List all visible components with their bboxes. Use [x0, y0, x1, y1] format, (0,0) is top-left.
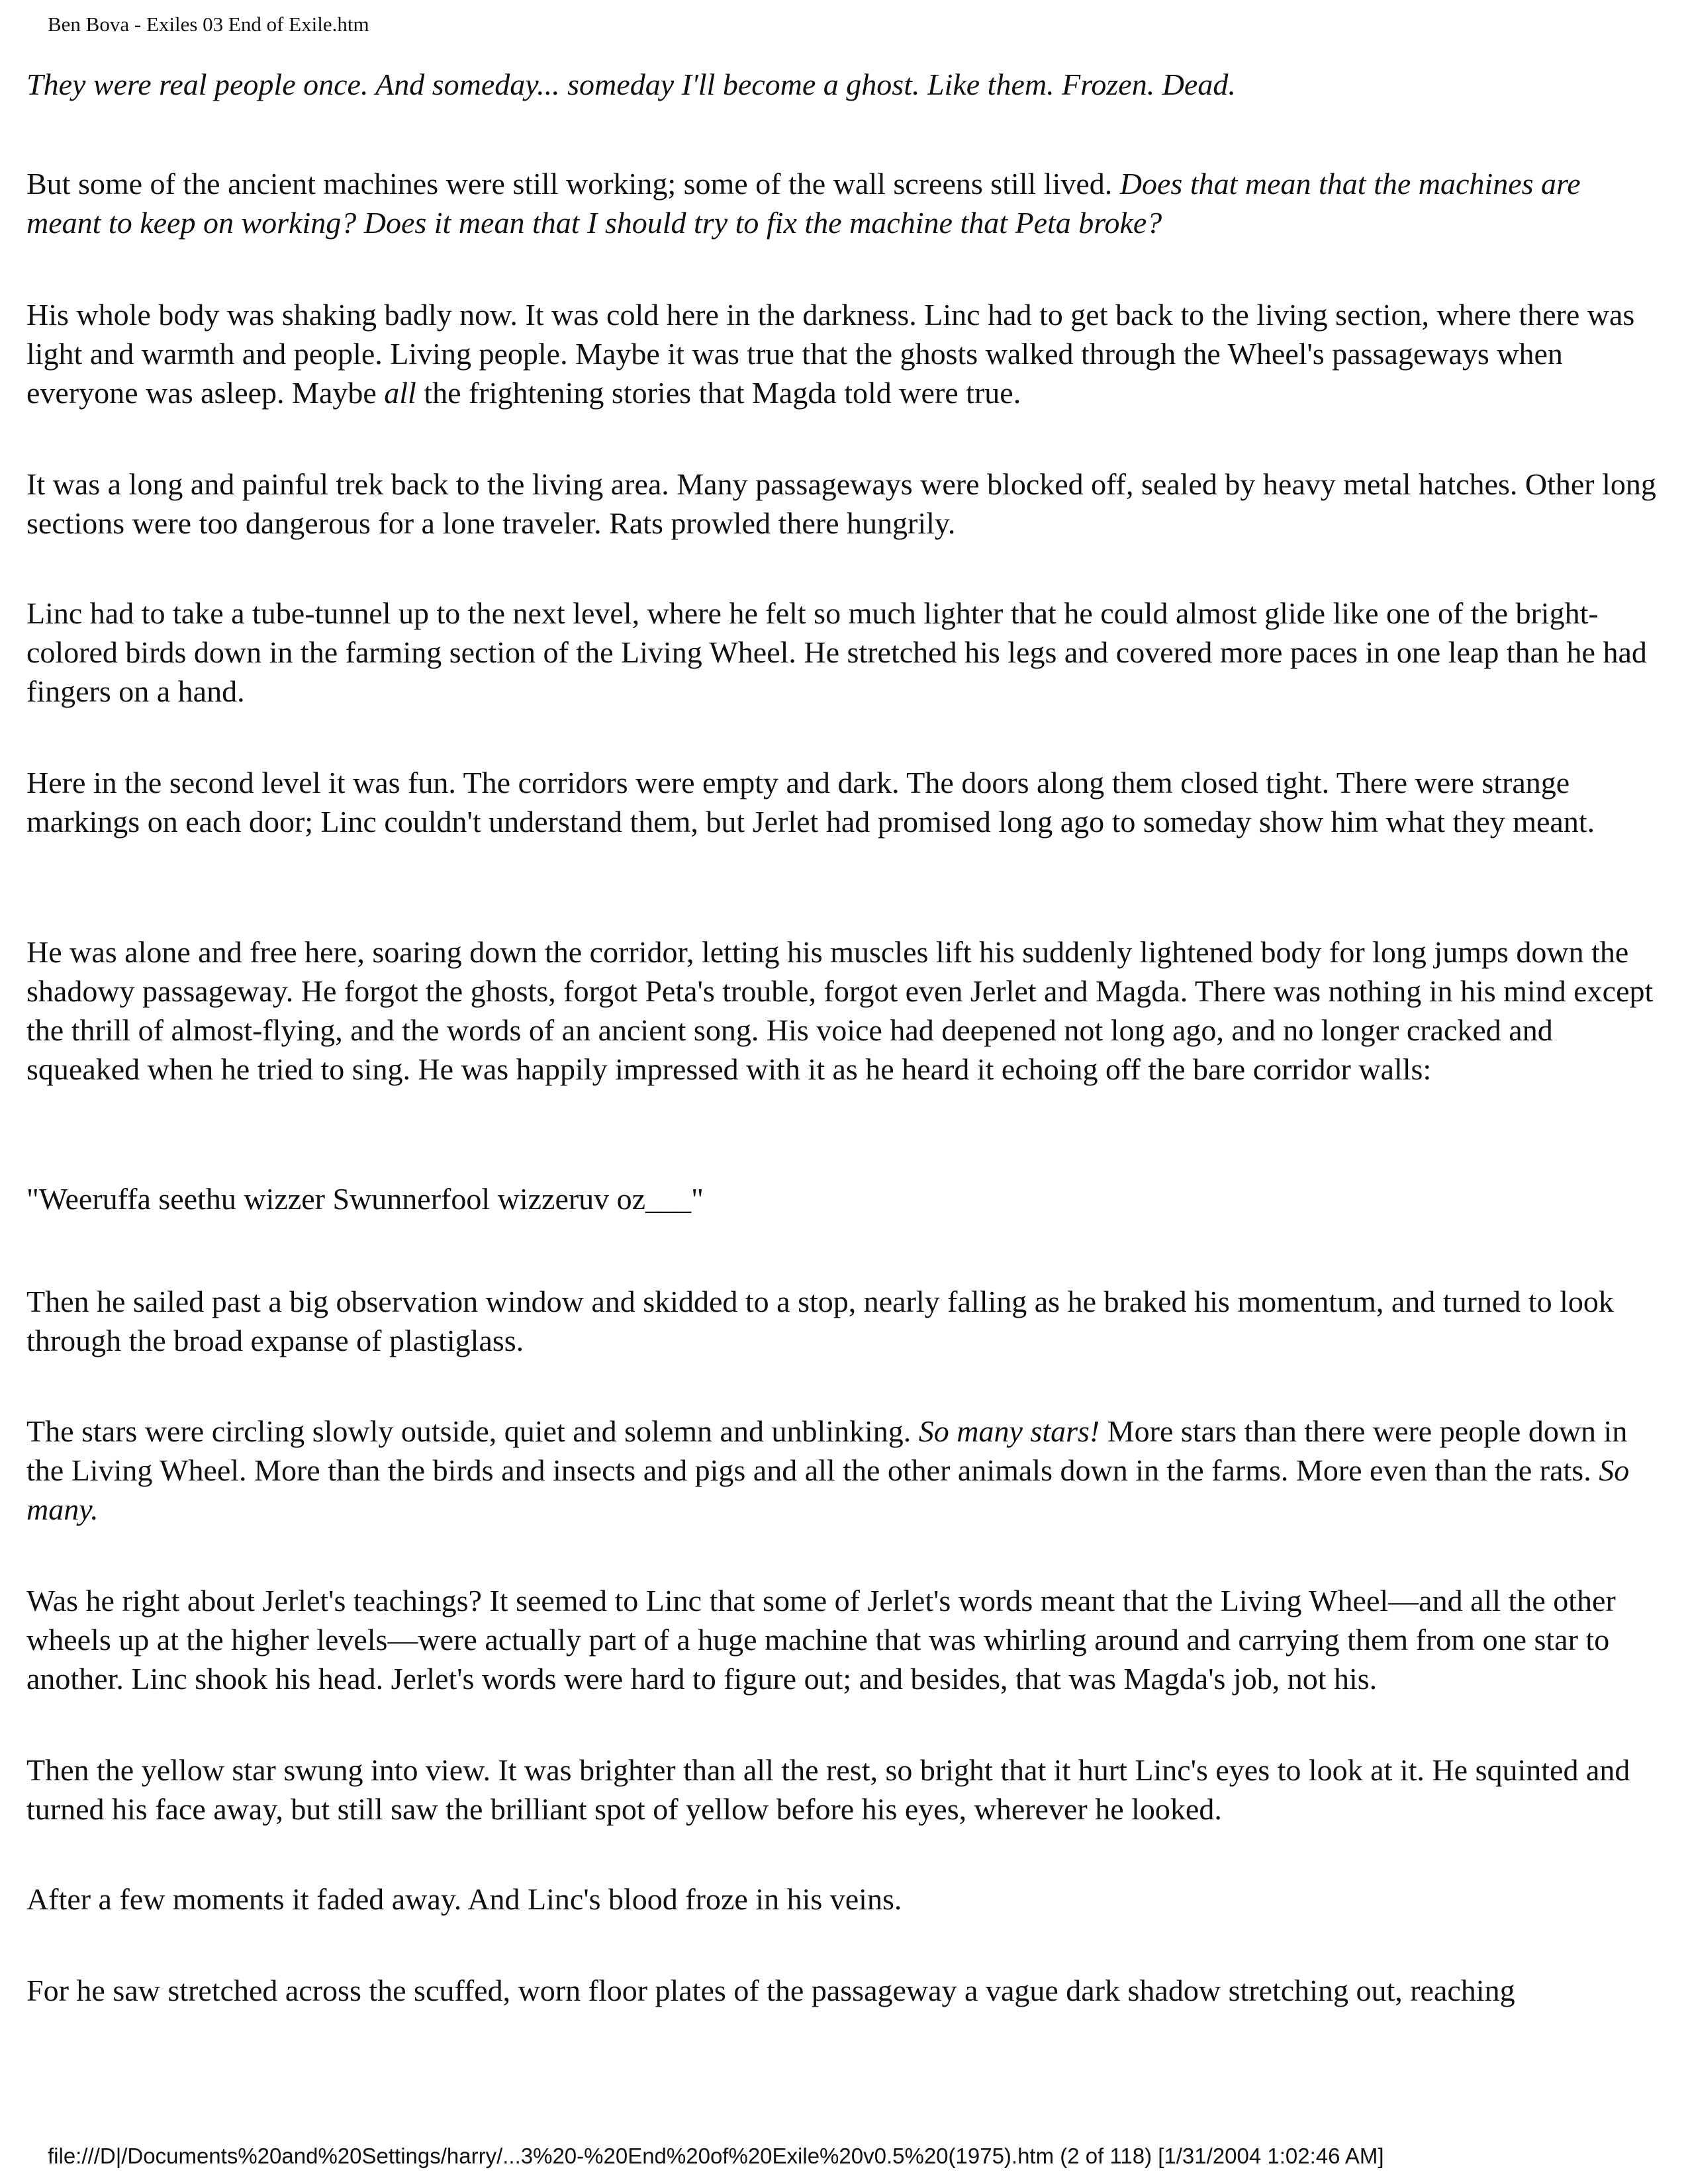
paragraph	[26, 465, 1662, 543]
text-run: the frightening stories that Magda told were true.	[416, 376, 1021, 410]
paragraph	[26, 1880, 1662, 1919]
paragraph	[26, 65, 1662, 104]
paragraph	[26, 1581, 1662, 1698]
italic-text: Does that mean that the machines are meant to keep on working? Does it mean that I should try to fix the machine that Peta broke?	[26, 167, 1581, 240]
paragraph	[26, 1412, 1662, 1529]
text-run: Then the yellow star swung into view. It was brighter than all the rest, so bright that it hurt Linc's eyes to look at it. He squinted and turned his face away, but still saw the brilliant spot of yellow before his eyes, wherever he looked.	[26, 1753, 1630, 1826]
text-run: Then he sailed past a big observation window and skidded to a stop, nearly falling as he braked his momentum, and turned to look through the broad expanse of plastiglass.	[26, 1285, 1614, 1357]
italic-text: So many.	[26, 1453, 1630, 1526]
paragraph	[26, 164, 1662, 242]
paragraph	[26, 594, 1662, 711]
italic-text: They were real people once. And someday... someday I'll become a ghost. Like them. Frozen. Dead.	[26, 68, 1236, 101]
text-run: But some of the ancient machines were still working; some of the wall screens still lived.	[26, 167, 1120, 201]
paragraph	[26, 1751, 1662, 1829]
text-run: Linc had to take a tube-tunnel up to the next level, where he felt so much lighter that he could almost glide like one of the bright-colored birds down in the farming section of the Living Wheel. He stretched his legs and covered more paces in one leap than he had fingers on a hand.	[26, 596, 1647, 708]
text-run: More stars than there were people down in the Living Wheel. More than the birds and insects and pigs and all the other animals down in the farms. More even than the rats.	[26, 1414, 1628, 1487]
text-run: "Weeruffa seethu wizzer Swunnerfool wizzeruv oz___"	[26, 1182, 704, 1216]
text-run: His whole body was shaking badly now. It was cold here in the darkness. Linc had to get back to the living section, where there was light and warmth and people. Living people. Maybe it was true that the ghosts walked through the Wheel's passageways when everyone was asleep. Maybe	[26, 298, 1635, 410]
paragraph	[26, 1282, 1662, 1360]
text-run: He was alone and free here, soaring down the corridor, letting his muscles lift his suddenly lightened body for long jumps down the shadowy passageway. He forgot the ghosts, forgot Peta's trouble, forgot even Jerlet and Magda. There was nothing in his mind except the thrill of almost-flying, and the words of an ancient song. His voice had deepened not long ago, and no longer cracked and squeaked when he tried to sing. He was happily impressed with it as he heard it echoing off the bare corridor walls:	[26, 935, 1654, 1086]
page-footer-path: file:///D|/Documents%20and%20Settings/harry/...3%20-%20End%20of%20Exile%20v0.5%20(1975).htm (2 of 118) [1/31/2004 1:02:46 AM]	[48, 2144, 1384, 2168]
text-run: The stars were circling slowly outside, quiet and solemn and unblinking.	[26, 1414, 919, 1448]
page-header-title: Ben Bova - Exiles 03 End of Exile.htm	[48, 13, 369, 36]
italic-text: all	[384, 376, 416, 410]
text-run: After a few moments it faded away. And Linc's blood froze in his veins.	[26, 1882, 902, 1916]
text-run: Here in the second level it was fun. The corridors were empty and dark. The doors along them closed tight. There were strange markings on each door; Linc couldn't understand them, but Jerlet had promised long ago to someday show him what they meant.	[26, 766, 1595, 839]
paragraph	[26, 1971, 1662, 2010]
paragraph	[26, 763, 1662, 841]
text-run: Was he right about Jerlet's teachings? It seemed to Linc that some of Jerlet's words meant that the Living Wheel—and all the other wheels up at the higher levels—were actually part of a huge machine that was whirling around and carrying them from one star to another. Linc shook his head. Jerlet's words were hard to figure out; and besides, that was Magda's job, not his.	[26, 1584, 1616, 1696]
text-run: For he saw stretched across the scuffed, worn floor plates of the passageway a vague dark shadow stretching out, reaching	[26, 1974, 1515, 2007]
text-run: It was a long and painful trek back to the living area. Many passageways were blocked off, sealed by heavy metal hatches. Other long sections were too dangerous for a lone traveler. Rats prowled there hungrily.	[26, 467, 1656, 540]
paragraph	[26, 1179, 1662, 1218]
paragraph	[26, 295, 1662, 412]
italic-text: So many stars!	[918, 1414, 1100, 1448]
paragraph	[26, 933, 1662, 1089]
